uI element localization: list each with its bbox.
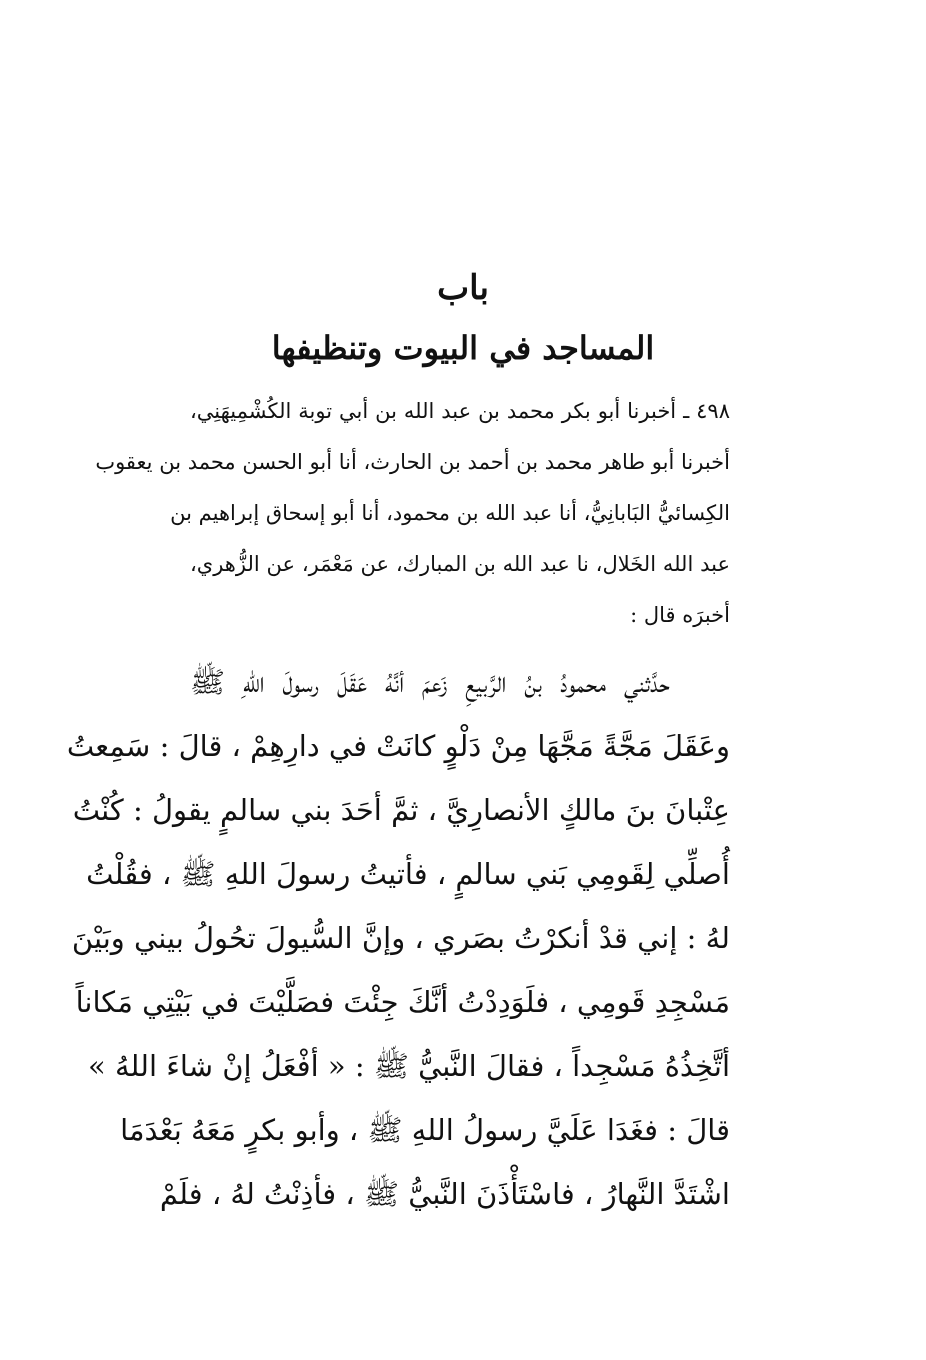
isnad-paragraph: [95, 386, 730, 641]
hadith-line: أُصلِّي لِقَومِي بَني سالمٍ ، فأتيتُ رسولَ اللهِ ﷺ ، فقُلْتُ: [86, 857, 730, 891]
chapter-title: المساجد في البيوت وتنظيفها: [271, 329, 655, 367]
hadith-line: قالَ : فغَدَا عَلَيَّ رسولُ اللهِ ﷺ ، وأبو بكرٍ مَعَهُ بَعْدَمَا: [120, 1113, 730, 1147]
hadith-line: وعَقَلَ مَجَّةً مَجَّهَا مِنْ دَلْوٍ كانَتْ في دارِهِمْ ، قالَ : سَمِعتُ: [66, 729, 730, 763]
isnad-line: عبد الله الخَلال، نا عبد الله بن المبارك، عن مَعْمَر، عن الزُّهري،: [190, 552, 730, 576]
hadith-line: لهُ : إني قدْ أنكرْتُ بصَري ، وإنَّ السُّيولَ تحُولُ بيني وبَيْنَ: [71, 921, 730, 955]
hadith-line: مَسْجِدِ قَومِي ، فلَوَدِدْتُ أنَّكَ جِئْتَ فصَلَّيْتَ في بَيْتِي مَكاناً: [75, 985, 730, 1019]
hadith-text: [66, 650, 730, 1226]
isnad-line: ٤٩٨ ـ أخبرنا أبو بكر محمد بن عبد الله بن أبي توبة الكُشْمِيهَنِي،: [190, 399, 730, 423]
isnad-line: الكِسائيُّ البَابانِيُّ، أنا عبد الله بن محمود، أنا أبو إسحاق إبراهيم بن: [170, 501, 730, 525]
hadith-line: أتَّخِذُهُ مَسْجِداً ، فقالَ النَّبيُّ ﷺ : « أفْعَلُ إنْ شاءَ اللهُ »: [88, 1049, 730, 1083]
hadith-line: عِتْبانَ بنَ مالكٍ الأنصارِيَّ ، ثمَّ أحَدَ بني سالمٍ يقولُ : كُنْتُ: [72, 793, 730, 827]
hadith-line: حدَّثني محمودُ بنُ الرَّبيعِ زَعمَ أنَّهُ عَقَلَ رسولَ اللهِ ﷺ: [190, 665, 670, 699]
chapter-label: باب: [437, 268, 489, 308]
isnad-line: أخبرَه قال :: [630, 603, 730, 627]
hadith-line: اشْتَدَّ النَّهارُ ، فاسْتَأْذَنَ النَّبيُّ ﷺ ، فأذِنْتُ لهُ ، فلَمْ: [159, 1177, 730, 1211]
isnad-line: أخبرنا أبو طاهر محمد بن أحمد بن الحارث، أنا أبو الحسن محمد بن يعقوب: [95, 450, 730, 474]
